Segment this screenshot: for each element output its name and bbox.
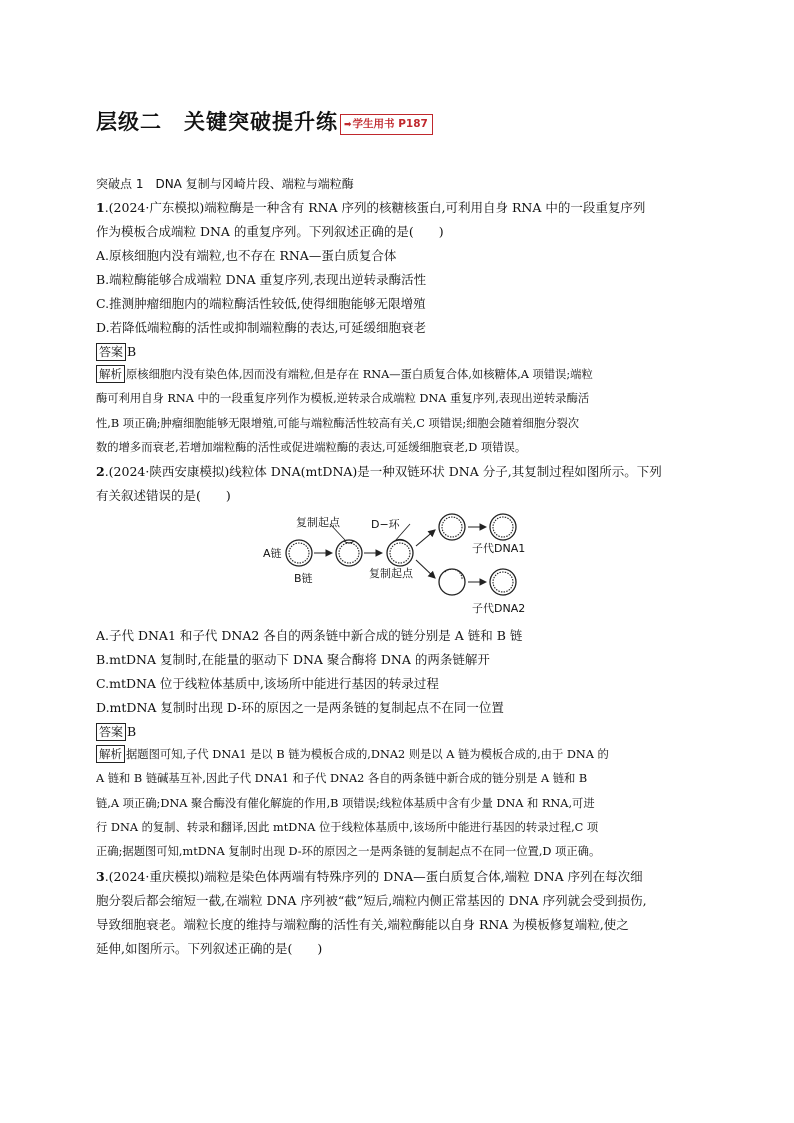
question-3-stem-line1 xyxy=(96,865,700,889)
explanation-line xyxy=(96,363,700,387)
topic-heading xyxy=(96,172,700,196)
student-book-page-badge xyxy=(340,114,433,135)
answer-tag: 答案 xyxy=(96,343,126,361)
child-dna2-circle xyxy=(490,569,516,595)
intermediate-top-circle xyxy=(439,514,465,540)
question-1-stem-line1 xyxy=(96,196,700,220)
question-3-number: 3 xyxy=(96,868,105,884)
explanation-line: 行 DNA 的复制、转录和翻译,因此 mtDNA 位于线粒体基质中,该场所中能进行基因的转录过程,C 项 xyxy=(96,821,599,835)
question-1-option-b: B.端粒酶能够合成端粒 DNA 重复序列,表现出逆转录酶活性 xyxy=(96,272,427,287)
explanation-line: 正确;据题图可知,mtDNA 复制时出现 D-环的原因之一是两条链的复制起点不在同一位置,D 项正确。 xyxy=(96,845,601,859)
label-origin-2: 复制起点 xyxy=(369,567,413,581)
mtdna-replication-diagram xyxy=(96,510,700,620)
d-loop-circle xyxy=(387,540,413,567)
label-b-strand: B链 xyxy=(294,572,313,586)
explanation-line: 数的增多而衰老,若增加端粒酶的活性或促进端粒酶的表达,可延缓细胞衰老,D 项错误。 xyxy=(96,440,527,454)
explanation-line: 酶可利用自身 RNA 中的一段重复序列作为模板,逆转录合成端粒 DNA 重复序列,表现出逆转录酶活 xyxy=(96,392,590,406)
section-header xyxy=(96,106,433,136)
question-1-option-c: C.推测肿瘤细胞内的端粒酶活性较低,使得细胞能够无限增殖 xyxy=(96,296,426,311)
question-3-stem-line4: 延伸,如图所示。下列叙述正确的是( ) xyxy=(96,940,323,956)
label-origin-1: 复制起点 xyxy=(296,516,340,530)
explanation-line: 性,B 项正确;肿瘤细胞能够无限增殖,可能与端粒酶活性较高有关,C 项错误;细胞会随着细胞分裂次 xyxy=(96,416,580,430)
question-1-option-a: A.原核细胞内没有端粒,也不存在 RNA—蛋白质复合体 xyxy=(96,248,397,263)
topic-title: DNA 复制与冈崎片段、端粒与端粒酶 xyxy=(155,177,354,191)
explanation-tag: 解析 xyxy=(96,745,125,763)
child-dna1-circle xyxy=(490,514,516,540)
main-content xyxy=(96,172,700,961)
explanation-line: 链,A 项正确;DNA 聚合酶没有催化解旋的作用,B 项错误;线粒体基质中含有少量 DNA 和 RNA,可进 xyxy=(96,796,595,810)
question-2-option-d: D.mtDNA 复制时出现 D-环的原因之一是两条链的复制起点不在同一位置 xyxy=(96,700,504,716)
question-2-option-a: A.子代 DNA1 和子代 DNA2 各自的两条链中新合成的链分别是 A 链和 B 链 xyxy=(96,628,523,644)
question-2-stem-line1 xyxy=(96,460,700,484)
answer-value: B xyxy=(127,724,137,740)
intermediate-bottom-circle xyxy=(439,569,465,595)
explanation-line xyxy=(96,743,700,767)
arrow-icon: ➡ xyxy=(344,119,352,130)
answer-tag: 答案 xyxy=(96,723,126,741)
label-child-dna1: 子代DNA1 xyxy=(472,542,526,556)
explanation-text: 原核细胞内没有染色体,因而没有端粒,但是存在 RNA—蛋白质复合体,如核糖体,A 项错误;端粒 xyxy=(126,368,593,381)
question-1-stem-text1: .(2024·广东模拟)端粒酶是一种含有 RNA 序列的核糖核蛋白,可利用自身 RNA 中的一段重复序列 xyxy=(104,200,646,215)
origin-opening-circle xyxy=(336,540,362,566)
question-3-stem-line2: 胞分裂后都会缩短一截,在端粒 DNA 序列被“截”短后,端粒内侧正常基因的 DNA 序列就会受到损伤, xyxy=(96,892,647,908)
parent-mtdna-circle xyxy=(286,540,312,566)
badge-text: 学生用书 P187 xyxy=(352,117,428,130)
question-2-stem-text1: .(2024·陕西安康模拟)线粒体 DNA(mtDNA)是一种双链环状 DNA 分子,其复制过程如图所示。下列 xyxy=(104,464,662,480)
question-1-explanation xyxy=(96,363,700,460)
question-1-answer xyxy=(96,340,700,363)
label-a-strand: A链 xyxy=(263,547,282,561)
label-d-loop: D−环 xyxy=(371,518,400,532)
question-3-stem-line3: 导致细胞衰老。端粒长度的维持与端粒酶的活性有关,端粒酶能以自身 RNA 为模板修复端粒,使之 xyxy=(96,916,629,932)
label-child-dna2: 子代DNA2 xyxy=(472,602,526,616)
explanation-text: 据题图可知,子代 DNA1 是以 B 链为模板合成的,DNA2 则是以 A 链为模板合成的,由于 DNA 的 xyxy=(126,748,609,762)
explanation-tag: 解析 xyxy=(96,365,125,383)
question-2-option-c: C.mtDNA 位于线粒体基质中,该场所中能进行基因的转录过程 xyxy=(96,676,439,692)
level-title: 层级二 关键突破提升练 xyxy=(96,110,338,134)
question-2-number: 2 xyxy=(96,464,105,480)
question-1-option-d: D.若降低端粒酶的活性或抑制端粒酶的表达,可延缓细胞衰老 xyxy=(96,320,427,335)
question-2-explanation xyxy=(96,743,700,864)
question-2-option-b: B.mtDNA 复制时,在能量的驱动下 DNA 聚合酶将 DNA 的两条链解开 xyxy=(96,652,490,668)
question-1-stem-line2: 作为模板合成端粒 DNA 的重复序列。下列叙述正确的是( ) xyxy=(96,224,444,239)
explanation-line: A 链和 B 链碱基互补,因此子代 DNA1 和子代 DNA2 各自的两条链中新合成的链分别是 A 链和 B xyxy=(96,772,588,786)
answer-value: B xyxy=(127,344,137,359)
question-2-answer xyxy=(96,720,700,743)
topic-label: 突破点 1 xyxy=(96,177,144,191)
question-2-stem-line2: 有关叙述错误的是( ) xyxy=(96,488,231,504)
question-3-stem-text1: .(2024·重庆模拟)端粒是染色体两端有特殊序列的 DNA—蛋白质复合体,端粒 DNA 序列在每次细 xyxy=(104,868,643,884)
question-1-number: 1 xyxy=(96,200,105,215)
